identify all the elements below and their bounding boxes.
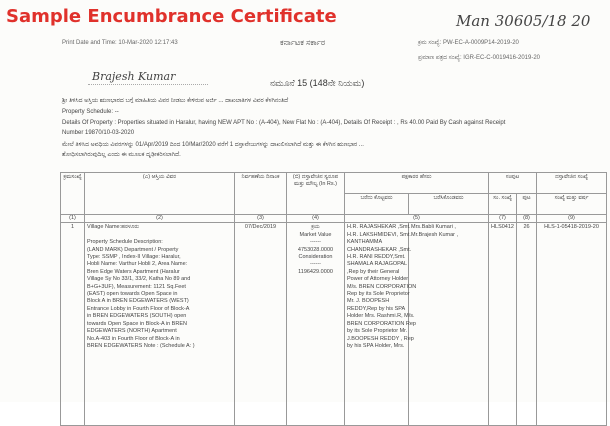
executant-line: M/s. BREN CORPORATION (347, 283, 417, 290)
header-volume-group: ಸಂಪುಟ (489, 173, 537, 194)
header-date: ನಿರ್ವಹಣೆಯ ದಿನಾಂಕ (235, 173, 287, 215)
property-line: in BREN EDGEWATERS (SOUTH) open (87, 313, 187, 320)
property-line: Entrance Lobby in Fourth Floor of Block-A (87, 305, 190, 312)
property-line: towards Open Space in Block-A in BREN (87, 320, 187, 327)
header-serial: ಕ್ರಮಸಂಖ್ಯೆ (61, 173, 85, 215)
executant-line: H.R. LAKSHMIDEVI, Smt. (347, 231, 411, 238)
header-document: ಸಂಖ್ಯೆ ಮತ್ತು ವರ್ಷ (537, 194, 607, 215)
col-num: (5) (345, 215, 489, 223)
property-line: Block A in BREN EDGEWATERS (WEST) (87, 298, 189, 305)
form-title: ನಮೂನೆ 15 (148ನೇ ನಿಯಮ) (270, 78, 365, 88)
table-row (61, 223, 607, 426)
property-line: (LAND MARK) Department / Property (87, 246, 179, 253)
property-line: EDGEWATERS (NORTH) Apartment (87, 328, 177, 335)
col-num: (9) (537, 215, 607, 223)
body-line-3: Details Of Property : Properties situated in Haralur, having NEW APT No : (A-404), New Flat No : (A-404), Details Of Receipt : , Rs 40.00 Paid By Cash against Receipt (62, 120, 506, 126)
executant-line: CHANDRASHEKAR ,Smt. (347, 246, 412, 253)
nature-line: 1196429.0000 (298, 268, 333, 275)
nature-line: ಕ್ರಯ (311, 224, 320, 231)
body-line-4: Number 19870/10-03-2020 (62, 130, 135, 136)
nature-line: ------ (310, 261, 321, 268)
body-line-2: Property Schedule: -- (62, 109, 119, 115)
header-document-group: ದಸ್ತಾವೇಜಿನ ಸಂಖ್ಯೆ (537, 173, 607, 194)
body-line-6: ಶೋಧಿಸಲಾಗಿರುವುದಿಲ್ಲ ಎಂದು ಈ ಮೂಲಕ ದೃಢೀಕರಿಸಲಾಗಿದೆ. (62, 152, 181, 158)
header-nature: (ಬಿ) ದಸ್ತಾವೇಜಿನ ಸ್ವರೂಪ ಮತ್ತು ಮೌಲ್ಯ (In Rs.) (287, 173, 345, 215)
executant-line: Power of Attorney Holder (347, 276, 409, 283)
row-nature (287, 223, 345, 426)
col-num: (4) (287, 215, 345, 223)
header-claimants: ಬರೆಸಿಕೊಂಡವರು (409, 194, 489, 215)
property-line: Village Name:ಹರಳೂರು (87, 224, 140, 231)
property-line: B+G+3UF), Measurement: 1121 Sq.Feet (87, 283, 186, 290)
claimant-line: Mrs.Babli Kumari , (411, 224, 456, 231)
row-date: 07/Dec/2019 (235, 223, 287, 426)
govt-heading: ಕರ್ನಾಟಕ ಸರ್ಕಾರ (280, 38, 326, 47)
property-line: No.A-403 in Fourth Floor of Block-A in (87, 335, 180, 342)
executant-line: Rep by its Sole Proprietor (347, 291, 410, 298)
executant-line: BREN CORPORATION Rep (347, 320, 416, 327)
nature-line: Consideration (298, 254, 333, 261)
executant-line: J.BOOPESH REDDY , Rep (347, 335, 414, 342)
row-claimants (409, 223, 489, 426)
handwritten-ref-number: Man 30605/18 20 (456, 12, 591, 30)
executant-line: by its Sole Proprietor Mr. (347, 328, 408, 335)
name-underline (88, 84, 208, 85)
nature-line: Market Value (299, 231, 332, 238)
executant-line: Mr. J. BOOPESH (347, 298, 390, 305)
nature-line: 4753028.0000 (297, 246, 334, 253)
executant-line: Holder Mrs. Rashmi.R, M/s. (347, 313, 415, 320)
row-document: HLS-1-05418-2019-20 (537, 223, 607, 426)
header-parties: ಪಕ್ಷಕಾರರ ಹೆಸರು (345, 173, 489, 194)
column-number-row (61, 215, 607, 223)
property-line: Type: SSMP , Index-II Village: Haralur, (87, 254, 181, 261)
row-volume: HLS0412 (489, 223, 517, 426)
nature-line: ------ (310, 239, 321, 246)
ref-number-1: ಕ್ರಮ ಸಂಖ್ಯೆ: PW-EC-A-0009P14-2019-20 (418, 40, 519, 46)
executant-line: H.R. RAJASHEKAR ,Smt. (347, 224, 411, 231)
property-line: Bren Edge Waters Apartment (Haralur (87, 268, 180, 275)
header-property: (ಎ) ಆಸ್ತಿಯ ವಿವರ (85, 173, 235, 215)
page-title: Sample Encumbrance Certificate (6, 6, 337, 27)
body-line-1: ಶ್ರೀ ತಿಳಿಸಿದ ಅಸ್ತಿಯ ಋಣಭಾರದ ಬಗ್ಗೆ ಮಾಹಿತಿಯ ವಿವರ ನೀಡಲು ಕೇಳಿರುವ ಅರ್ಜಿ ... ದಾಖಲಾತಿಗಳ ವಿವರ ಕೆಳಗಿನಂತಿದೆ (62, 98, 289, 104)
executant-line: SHAMALA RAJAGOPAL (347, 261, 408, 268)
property-line (87, 232, 232, 239)
col-num: (3) (235, 215, 287, 223)
row-executants (345, 223, 417, 426)
executant-line: ,Rep by their General (347, 268, 400, 275)
row-serial: 1 (61, 223, 85, 426)
encumbrance-table (60, 172, 607, 426)
body-line-5: ಮೇಲೆ ತಿಳಿಸಿದ ಅವಧಿಯ ವಿವರಗಳನ್ನು 01/Apr/2019 ದಿಂದ 10/Mar/2020 ವರೆಗೆ 1 ದಸ್ತಾವೇಜುಗಳನ್ನು ದಾಖಲಿಸಲಾಗಿದೆ ಮತ್ತು ಈ ಕೆಳಗಿನ ಋಣಭಾರ ... (62, 142, 364, 148)
header-volume: ಸಂ. ಸಂಖ್ಯೆ (489, 194, 517, 215)
property-line: Property Schedule Description: (87, 239, 163, 246)
executant-line: H.R. RANI REDDY,Smt. (347, 254, 406, 261)
header-executants: ಬರೆದು ಕೊಟ್ಟವರು (345, 194, 409, 215)
claimant-line: Mr.Brajesh Kumar , (411, 231, 459, 238)
row-page: 26 (517, 223, 537, 426)
header-page: ಪುಟ (517, 194, 537, 215)
col-num: (7) (489, 215, 517, 223)
property-line: Village Sy No 33/1, 33/2, Katha No 89 and (87, 276, 191, 283)
handwritten-name: Brajesh Kumar (92, 70, 176, 83)
row-property (85, 223, 235, 426)
ref-number-2: ಪ್ರಮಾಣ ಪತ್ರದ ಸಂಖ್ಯೆ: IGR-EC-C-0019416-2019-20 (418, 55, 540, 61)
property-line: BREN EDGEWATERS Note : (Schedule A: ) (87, 342, 195, 349)
executant-line: by his SPA Holder, Mrs. (347, 342, 405, 349)
executant-line: KANTHAMMA (347, 239, 383, 246)
executant-line: REDDY,Rep by his SPA (347, 305, 406, 312)
print-date: Print Date and Time: 10-Mar-2020 12:17:43 (62, 40, 178, 46)
table-header-row (61, 173, 607, 194)
col-num: (8) (517, 215, 537, 223)
property-line: (EAST) open towards Open Space in (87, 291, 178, 298)
property-line: Hobli Name: Varthur Hobli 2, Area Name: (87, 261, 188, 268)
col-num: (2) (85, 215, 235, 223)
col-num: (1) (61, 215, 85, 223)
